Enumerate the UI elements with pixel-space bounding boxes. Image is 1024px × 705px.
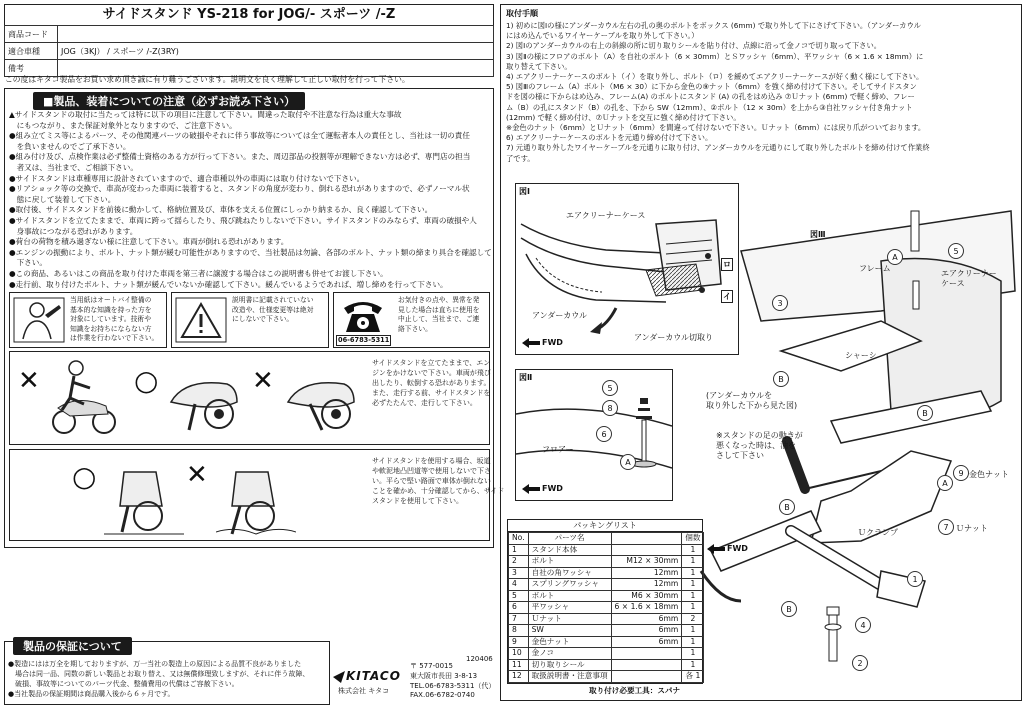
packing-row [509,544,704,556]
packing-cell: 1 [509,544,529,556]
caution-line: 身事故につながる恐れがあります。 [9,226,138,236]
fig3-oil-note: ※スタンドの足の動きが 悪くなった時は、油を さして下さい [716,431,803,460]
spec-key: 商品コード [5,26,58,43]
fig3-callout-7: 7 [938,519,954,535]
spec-table [4,25,494,77]
warranty-list [8,659,309,699]
floor-bolt-drawing [516,370,672,500]
packing-cell: スタンド本体 [528,544,611,556]
fig1-fwd-label: FWD [542,338,563,347]
scooter-rear-illustration [282,364,360,434]
packing-cell: 11 [509,659,529,671]
notice-modification [171,292,329,348]
packing-cell: 1 [682,648,704,660]
fig3-callout-1: 1 [907,571,923,587]
caution-line: ●エンジンの振動により、ボルト、ナット類が緩む可能性がありますので、当社製品は勿論、各部のボルト、ナット類の締まり具合を確認して [9,247,492,257]
packing-cell: 1 [682,602,704,614]
packing-col-qty: 個数 [682,533,704,545]
packing-cell: 12 [509,671,529,683]
packing-cell: 1 [682,625,704,637]
packing-cell: 7 [509,613,529,625]
fig3-callout-b4: B [781,601,797,617]
warranty-heading: 製品の保証について [13,637,132,655]
packing-row [509,648,704,660]
notice-text-modification: 説明書に記載されていない 改造や、仕様変更等は絶対 にしないで下さい。 [232,296,314,324]
figure-2-title: 図Ⅱ [519,373,533,382]
packing-header-row [509,533,704,545]
packing-cell: 6mm [611,625,682,637]
packing-cell: Ｕナット [528,613,611,625]
packing-cell: 金ノコ [528,648,611,660]
warning-engine-panel [9,351,490,445]
packing-cell: SW [528,625,611,637]
step-line: 取り替えて下さい。 [506,61,572,71]
fig1-i-label: イ [723,292,731,301]
warning-slope-panel [9,449,505,541]
caution-line: ●組み付け及び、点検作業は必ず整備士資格のある方が行って下さい。また、周辺部品の投割等が理解できない方は必ず、専門店の担当 [9,152,471,162]
ng-mark-3: ✕ [186,460,208,490]
step-line: 6) エアクリーナーケースのボルトを元通り締め付けて下さい。 [506,133,713,143]
caution-heading: ■製品、装着についての注意（必ずお読み下さい） [33,92,305,110]
company-street: 東大阪市長田 3-8-13 [410,671,478,680]
caution-line: ●この商品、あるいはこの商品を取り付けた車両を第三者に譲渡する場合はこの説明書も併せてお渡し下さい。 [9,268,388,278]
step-line: ドを図の様に下からはめ込み、フレーム(A) のボルトにスタンド (A) の孔をはめ込み ⑦Ｕナット (6mm) で軽く締め、フレー [506,92,915,102]
packing-cell: 1 [682,590,704,602]
intro-text: この度はキタコ製品をお買い求め頂き誠に有り難うございます。説明文を良く理解して正しい取付を行って下さい。 [5,75,410,84]
packing-row [509,579,704,591]
packing-row [509,625,704,637]
steps-section [500,4,1022,701]
fig3-callout-3: 3 [772,295,788,311]
packing-col-size [611,533,682,545]
step-line: 4) エアクリーナーケースのボルト（イ）を取り外し、ボルト（ロ）を緩めてエアクリーナーケースが好く動く様にして下さい。 [506,72,924,82]
steps-heading: 取付手順 [506,9,538,18]
packing-cell: 6 × 1.6 × 18mm [611,602,682,614]
fig2-callout-5: 5 [602,380,618,396]
step-line: ム（B）の孔にスタンド（B）の孔を、下から SW（12mm）、②ボルト（12 × 30m）を上から③自社ワッシャ付き角ナット [506,102,913,112]
fig2-callout-6: 6 [596,426,612,442]
company-address [410,662,495,701]
kitaco-logo-icon [332,670,346,684]
ng-mark-2: ✕ [252,366,274,396]
packing-cell: 自社の角ワッシャ [528,567,611,579]
packing-title: パッキングリスト [508,520,702,532]
fwd-arrow-icon [522,338,540,348]
step-line: 2) 図Ⅰのアンダーカウルの右上の斜線の所に切り取りシールを貼り付け、点線に沿って金ノコで切り取って下さい。 [506,41,882,51]
caution-line: 下さい。 [9,258,47,268]
spec-value [58,60,494,77]
figure-3-title: 図Ⅲ [810,230,826,239]
packing-cell: 12mm [611,567,682,579]
fig3-callout-2: 2 [852,655,868,671]
packing-cell: M12 × 30mm [611,556,682,568]
packing-col-no: No. [509,533,529,545]
packing-table [508,532,704,683]
fig3-under-note: (アンダーカウルを 取り外した下から見た図) [706,391,798,410]
caution-line: 態に戻して装着して下さい。 [9,194,116,204]
packing-cell: 8 [509,625,529,637]
fig3-callout-b2: B [917,405,933,421]
warranty-line: 破損、事故等についてのパーツ代金、整備費用の代償はご容赦下さい。 [8,680,239,688]
packing-row [509,671,704,683]
warranty-section [4,641,330,705]
fig3-callout-4: 4 [855,617,871,633]
fig3-chassis-label: シャーシ [845,351,877,360]
packing-cell: 12mm [611,579,682,591]
company-fax: FAX.06-6782-0740 [410,691,475,700]
packing-cell [611,648,682,660]
mechanic-icon [13,297,65,343]
packing-cell: 取扱説明書・注意事項 [528,671,611,683]
company-zip: 〒 577-0015 [410,662,453,670]
fig2-floor-label: フロアー [542,445,574,454]
packing-cell [611,671,682,683]
packing-cell: 6mm [611,613,682,625]
caution-line: ▲サイドスタンドの取付に当たっては特に以下の項目に注意して下さい。間違った取付や不注意な行為は重大な事故 [9,110,402,119]
packing-cell: 1 [682,544,704,556]
fig1-ro-label: ロ [723,260,731,269]
packing-row [509,556,704,568]
caution-line: ●リアショック等の交換で、車高が変わった車両に装着すると、スタンドの角度が変わり、倒れる恐れがありますので、必ずノーマル状 [9,184,470,194]
company-logo: KITACO [346,669,401,683]
notice-text-technician: 当用紙はオートバイ整備の 基本的な知識を持った方を 対象にしています。技術や 知識をお持ちにならない方 は作業を行わないで下さい。 [70,296,159,343]
company-tel: TEL.06-6783-5311（代） [410,681,496,690]
ok-mark-2: ○ [72,460,97,493]
fig3-callout-5: 5 [948,243,964,259]
warning-engine-text: サイドスタンドを立てたままで、エン ジンをかけないで下さい。車両が飛び 出したり、転倒する恐れがあります。 また、走行する前、サイドスタンドを 必ずたたんで、走行して下さい。 [372,359,491,407]
packing-cell: 4 [509,579,529,591]
step-line: (12mm) で軽く締め付け、⑦Ｕナットを交互に強く締め付けて下さい。 [506,112,741,122]
company-name: 株式会社 キタコ [338,687,390,695]
packing-cell [611,544,682,556]
packing-cell: 10 [509,648,529,660]
packing-cell: 1 [682,556,704,568]
packing-row [509,613,704,625]
packing-cell: 9 [509,636,529,648]
step-line: にはめ込んでいるワイヤーケーブルを取り外して下さい。） [506,31,699,41]
caution-line: 者又は、当社まで、ご相談下さい。 [9,162,138,172]
packing-cell: 金色ナット [528,636,611,648]
packing-cell [611,659,682,671]
fig2-fwd-label: FWD [542,484,563,493]
packing-cell: 2 [509,556,529,568]
packing-cell: 1 [682,579,704,591]
caution-list [9,110,492,290]
packing-cell: 平ワッシャ [528,602,611,614]
fig3-frame-label: フレーム [859,264,891,273]
packing-list [507,519,703,684]
fig3-callout-a1: A [887,249,903,265]
step-line: 3) 図Ⅱの様にフロアのボルト（A）を自社のボルト（6 × 30mm）とＳワッシャ（6mm）、平ワッシャ（6 × 1.6 × 18mm）に [506,51,924,61]
steps-list [506,21,930,164]
rider-on-scooter-illustration [48,358,120,438]
step-line: 5) 図Ⅲのフレーム（A）ボルト（M6 × 30）に下から金色の⑨ナット（6mm）を強く締め付けて下さい。そしてサイドスタン [506,82,917,92]
caution-line: を負いませんのでご了承下さい。 [9,141,131,151]
fig3-callout-b3: B [779,499,795,515]
fig1-cut-label: アンダーカウル切取り [634,333,713,342]
warranty-line: 場合は同一品、同数の新しい製品とお取り替え、又は無償修理致しますが、それに伴う故障、 [8,670,310,678]
warning-icon [175,297,227,343]
ng-mark-1: ✕ [18,366,40,396]
caution-line: ●荷台の荷物を積み過ぎない様に注意して下さい。車両が倒れる恐れがあります。 [9,237,289,247]
packing-cell: ボルト [528,556,611,568]
scooter-standing-illustration [165,364,243,434]
packing-cell: スプリングワッシャ [528,579,611,591]
phone-number: 06-6783-5311 [338,336,390,344]
fig3-fwd-label: FWD [727,544,748,553]
step-line: ※金色のナット（6mm）とＵナット（6mm）を間違って付けないで下さい。Ｕナット（6mm）には戻り爪がついております。 [506,123,926,133]
step-line: 1) 初めに図Ⅰの様にアンダーカウル左右の孔の奥のボルトをボックス (6mm) で取り外して下にさげて下さい。（アンダーカウル [506,21,921,30]
packing-cell: 5 [509,590,529,602]
telephone-icon [340,296,386,334]
stand-on-soft-ground-illustration [216,462,296,536]
fig3-callout-9: 9 [953,465,969,481]
title-bar: サイドスタンド YS-218 for JOG/- スポーツ /-Z [4,4,494,26]
packing-cell: 1 [682,567,704,579]
caution-line: ●走行前、取り付けたボルト、ナット類が緩んでいないか確認して下さい。緩んでいるようであれば、増し締めを行って下さい。 [9,279,448,289]
packing-cell: ボルト [528,590,611,602]
ok-mark-1: ○ [134,364,159,397]
packing-cell: 各 1 [682,671,704,683]
notice-text-contact: お気付きの点や、異常を発 見した場合は直ちに使用を 中止して、当社まで、ご連 絡下さい。 [398,296,480,333]
fwd-arrow-icon [707,544,725,554]
step-line: 7) 元通り取り外したワイヤーケーブルを元通りに取り付け、アンダーカウルを元通りにして取り外したボルトを締め付けて作業終 [506,143,930,153]
packing-cell: 1 [682,636,704,648]
packing-row [509,636,704,648]
caution-line: にもつながり、また保証対象外となりますので、ご注意下さい。 [9,120,237,130]
fig3-callout-b1: B [773,371,789,387]
fig2-callout-a: A [620,454,636,470]
required-tools: 取り付け必要工具：スパナ [589,686,681,695]
packing-cell: 1 [682,659,704,671]
caution-line: ●サイドスタンドは車種専用に設計されていますので、適合車種以外の車両には取り付けないで下さい。 [9,173,365,183]
doc-code: 120406 [466,655,493,663]
spec-value: JOG（3KJ） / スポーツ /-Z(3RY) [58,43,494,60]
fig3-goldnut-label: 金色ナット [969,470,1009,479]
warranty-line: ●当社製品の保証期間は商品購入後から６ヶ月です。 [8,690,175,698]
stand-on-flat-illustration [104,462,184,536]
fig3-aircleaner-label: エアクリーナー ケース [941,269,997,288]
packing-row [509,659,704,671]
caution-section [4,88,505,548]
figure-1-title: 図Ⅰ [519,187,530,196]
notice-technician [9,292,167,348]
figure-2 [515,369,673,501]
notice-contact [333,292,490,348]
warning-slope-text: サイドスタンドを使用する場合、坂道 や軟泥地凸凹道等で使用しないで下さ い。平らで堅い路面で車体が倒れない ことを確かめ、十分確認してから、サイド スタンドを使用して下さい。 [372,457,505,505]
caution-line: ●サイドスタンドを立てたままで、車両に跨って揺らしたり、飛び跳ねたりしないで下さい。サイドスタンドのみならず、車両の破損や人 [9,215,477,225]
packing-cell: 6mm [611,636,682,648]
spec-value [58,26,494,43]
packing-row [509,602,704,614]
caution-line: ●取付後、サイドスタンドを前後に動かして、格納位置及び、車体を支える位置にしっかり納まるか、良く確認して下さい。 [9,205,433,215]
packing-cell: 切り取りシール [528,659,611,671]
fig2-callout-8: 8 [602,400,618,416]
fig3-uclamp-label: Ｕクランプ [858,528,898,537]
packing-cell: 3 [509,567,529,579]
fwd-arrow-icon [522,484,540,494]
fig3-unut-label: Ｕナット [956,524,988,533]
fig1-undercowl-label: アンダーカウル [532,311,587,320]
fig1-aircleaner-label: エアクリーナーケース [566,211,646,220]
packing-cell: 6 [509,602,529,614]
packing-row [509,590,704,602]
fig3-callout-a2: A [937,475,953,491]
caution-line: ●組み立てミス等によるパーツ、その他関連パーツの破損やそれに伴う事故等については全て運転者本人の責任とし、当社は一切の責任 [9,131,470,141]
packing-cell: 2 [682,613,704,625]
warranty-line: ●製造にはは万全を期しておりますが、万一当社の製造上の原因による品質不良がありました [8,660,302,668]
spec-key: 適合車種 [5,43,58,60]
packing-row [509,567,704,579]
step-line: 了です。 [506,153,535,163]
packing-cell: M6 × 30mm [611,590,682,602]
spec-key: 備考 [5,60,58,77]
packing-col-name: パーツ名 [528,533,611,545]
